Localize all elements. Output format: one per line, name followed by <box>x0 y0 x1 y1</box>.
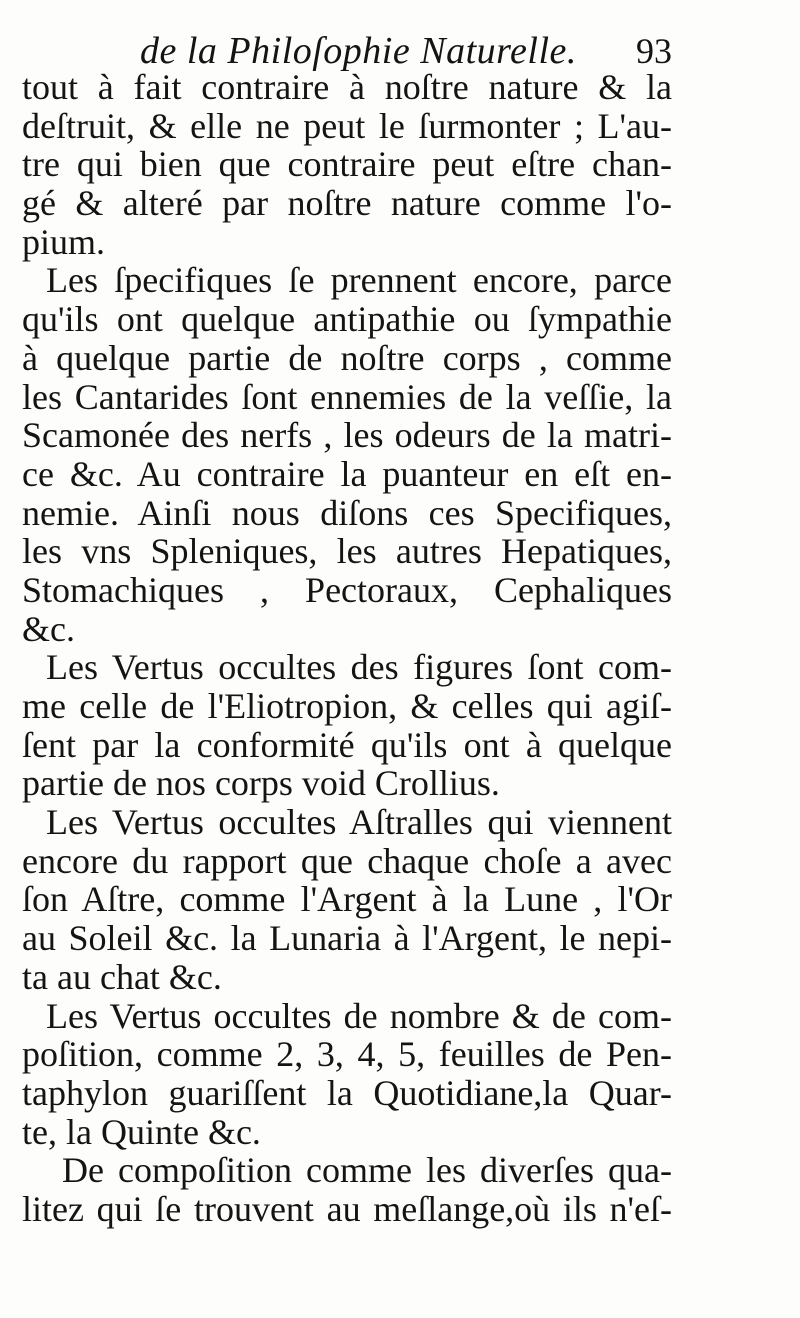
body-text <box>22 68 672 1229</box>
text-line: nemie. Ainſi nous diſons ces Specifiques, <box>22 492 672 533</box>
paragraph-start-line: De compoſition comme les diverſes qua- <box>62 1150 672 1191</box>
text-line: ſon Aſtre, comme l'Argent à la Lune , l'Or <box>22 879 672 920</box>
text-line: &c. <box>22 608 75 649</box>
text-line: pium. <box>22 221 106 262</box>
text-line: litez qui ſe trouvent au meſlange,où ils n'eſ- <box>22 1188 672 1229</box>
text-line: deſtruit, & elle ne peut le ſurmonter ; L'au- <box>22 105 672 146</box>
text-line: me celle de l'Eliotropion, & celles qui agiſ- <box>22 686 672 726</box>
text-line: partie de nos corps void Crollius. <box>22 763 500 804</box>
text-line: Scamonée des nerfs , les odeurs de la matri- <box>22 415 672 456</box>
paragraph-start-line: Les Vertus occultes Aſtralles qui viennent <box>46 802 672 843</box>
paragraph-start-line: Les Vertus occultes des figures ſont com- <box>46 647 672 688</box>
text-line: les vns Spleniques, les autres Hepatiques, <box>22 531 672 572</box>
text-line: encore du rapport que chaque choſe a avec <box>22 840 672 881</box>
text-line: les Cantarides ſont ennemies de la veſſie, la <box>22 376 672 417</box>
text-line: tre qui bien que contraire peut eſtre chan- <box>22 144 672 185</box>
text-line: poſition, comme 2, 3, 4, 5, feuilles de Pen- <box>22 1034 672 1075</box>
text-line: ce &c. Au contraire la puanteur en eſt en- <box>22 453 672 494</box>
text-line: qu'ils ont quelque antipathie ou ſympathie <box>22 299 672 340</box>
text-line: tout à fait contraire à noſtre nature & la <box>22 67 672 107</box>
text-line: ſent par la conformité qu'ils ont à quelque <box>22 724 672 765</box>
text-line: ta au chat &c. <box>22 956 222 997</box>
paragraph-start-line: Les ſpecifiques ſe prennent encore, parce <box>46 260 672 301</box>
text-line: taphylon guariſſent la Quotidiane,la Quar- <box>22 1072 672 1113</box>
page-number: 93 <box>636 31 672 71</box>
text-line: au Soleil &c. la Lunaria à l'Argent, le nepi- <box>22 918 672 959</box>
text-line: Stomachiques , Pectoraux, Cephaliques <box>22 569 672 610</box>
text-line: gé & alteré par noſtre nature comme l'o- <box>22 183 672 224</box>
paragraph-start-line: Les Vertus occultes de nombre & de com- <box>46 995 672 1036</box>
text-line: à quelque partie de noſtre corps , comme <box>22 337 672 378</box>
text-line: te, la Quinte &c. <box>22 1111 261 1152</box>
running-title: de la Philoſophie Naturelle. <box>140 30 577 72</box>
